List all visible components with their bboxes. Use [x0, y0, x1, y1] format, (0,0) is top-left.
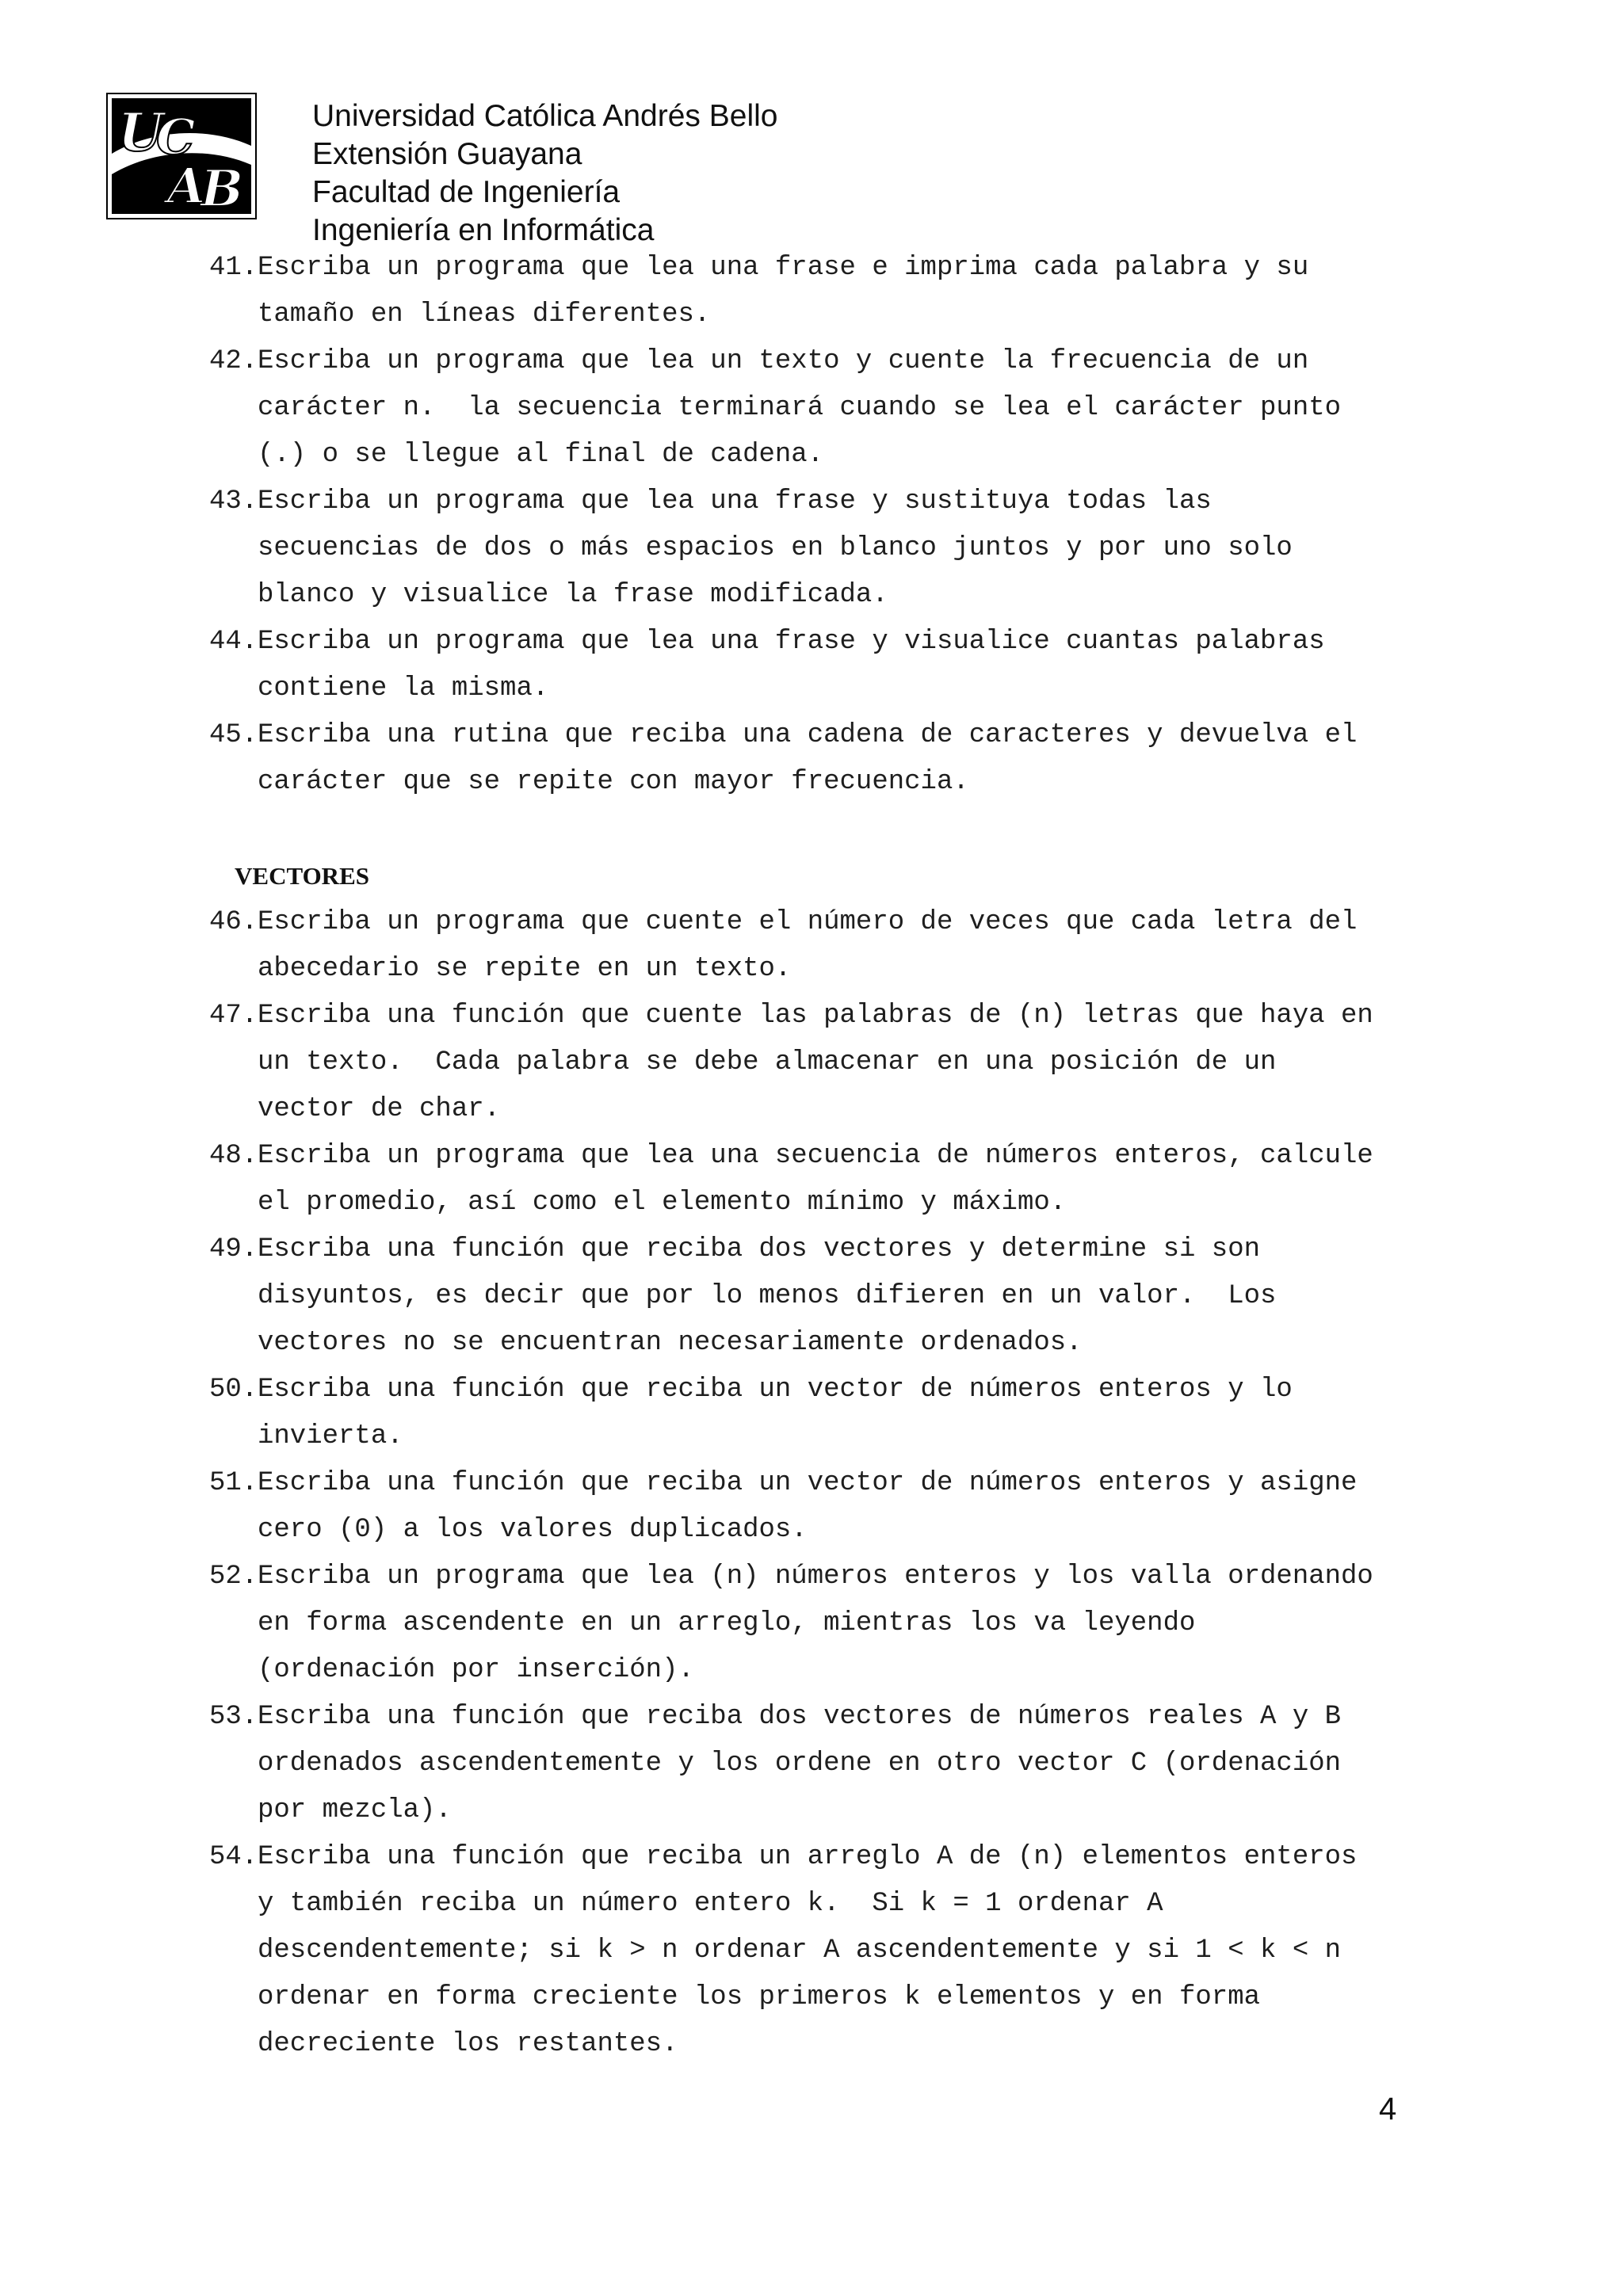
exercise-line: Escriba una función que reciba dos vectores y determine si son	[258, 1234, 1261, 1264]
section-heading-vectores: VECTORES	[235, 862, 369, 890]
exercise-number: 42.	[209, 346, 258, 376]
exercise-line: Escriba una función que cuente las palabras de (n) letras que haya en	[258, 1001, 1373, 1031]
svg-text:U: U	[118, 101, 164, 163]
exercise-item	[209, 712, 1414, 806]
exercise-text	[258, 1133, 1414, 1226]
exercise-line: Escriba un programa que lea una secuencia de números enteros, calcule	[258, 1141, 1373, 1171]
exercise-text	[258, 479, 1414, 619]
exercise-list	[209, 245, 1414, 2068]
exercise-item	[209, 479, 1414, 619]
exercise-line: decreciente los restantes.	[258, 2029, 678, 2059]
exercise-number: 43.	[209, 486, 258, 517]
exercise-text	[258, 619, 1414, 712]
exercise-number: 47.	[209, 1001, 258, 1031]
exercise-line: abecedario se repite en un texto.	[258, 954, 792, 984]
exercise-item	[209, 1554, 1414, 1694]
exercise-line: el promedio, así como el elemento mínimo y máximo.	[258, 1188, 1067, 1218]
exercise-number: 48.	[209, 1141, 258, 1171]
exercise-item	[209, 1834, 1414, 2068]
exercise-item	[209, 1133, 1414, 1226]
exercise-text	[258, 245, 1414, 338]
exercise-line: Escriba un programa que cuente el número de veces que cada letra del	[258, 907, 1358, 937]
exercise-text	[258, 899, 1414, 993]
ucab-logo-mark	[112, 98, 251, 214]
exercise-line: (.) o se llegue al final de cadena.	[258, 440, 824, 470]
exercise-line: Escriba un programa que lea una frase y sustituya todas las	[258, 486, 1212, 517]
exercise-line: carácter n. la secuencia terminará cuando se lea el carácter punto	[258, 393, 1342, 423]
exercise-item	[209, 899, 1414, 993]
exercise-item	[209, 1694, 1414, 1834]
exercise-item	[209, 1367, 1414, 1460]
exercise-item	[209, 338, 1414, 479]
exercise-text	[258, 1226, 1414, 1367]
exercise-line: Escriba un programa que lea un texto y cuente la frecuencia de un	[258, 346, 1309, 376]
exercise-line: Escriba una función que reciba un arreglo A de (n) elementos enteros	[258, 1842, 1358, 1872]
exercise-item	[209, 619, 1414, 712]
exercise-line: Escriba una función que reciba un vector de números enteros y lo	[258, 1375, 1293, 1405]
exercise-line: cero (0) a los valores duplicados.	[258, 1515, 808, 1545]
exercise-line: tamaño en líneas diferentes.	[258, 299, 711, 330]
exercise-number: 52.	[209, 1562, 258, 1592]
exercise-number: 51.	[209, 1468, 258, 1498]
exercise-text	[258, 1367, 1414, 1460]
exercise-number: 50.	[209, 1375, 258, 1405]
exercise-line: carácter que se repite con mayor frecuencia.	[258, 767, 969, 797]
exercise-group-strings	[209, 245, 1414, 806]
exercise-number: 49.	[209, 1234, 258, 1264]
exercise-line: blanco y visualice la frase modificada.	[258, 580, 888, 610]
exercise-line: Escriba una función que reciba un vector de números enteros y asigne	[258, 1468, 1358, 1498]
exercise-item	[209, 993, 1414, 1133]
exercise-text	[258, 1834, 1414, 2068]
exercise-line: (ordenación por inserción).	[258, 1655, 694, 1685]
exercise-text	[258, 1554, 1414, 1694]
svg-text:B: B	[200, 159, 244, 214]
svg-text:C: C	[156, 108, 196, 166]
page-header	[106, 93, 819, 251]
page-number: 4	[1379, 2092, 1397, 2126]
exercise-item	[209, 1460, 1414, 1554]
university-logo	[106, 93, 257, 219]
exercise-line: Escriba una función que reciba dos vectores de números reales A y B	[258, 1702, 1342, 1732]
exercise-line: en forma ascendente en un arreglo, mientras los va leyendo	[258, 1608, 1196, 1638]
exercise-item	[209, 1226, 1414, 1367]
exercise-line: vector de char.	[258, 1094, 501, 1124]
exercise-text	[258, 993, 1414, 1133]
exercise-item	[209, 245, 1414, 338]
exercise-line: Escriba un programa que lea (n) números enteros y los valla ordenando	[258, 1562, 1373, 1592]
exercise-line: vectores no se encuentran necesariamente ordenados.	[258, 1328, 1083, 1358]
exercise-line: secuencias de dos o más espacios en blanco juntos y por uno solo	[258, 533, 1293, 563]
exercise-line: descendentemente; si k > n ordenar A ascendentemente y si 1 < k < n	[258, 1936, 1342, 1966]
exercise-number: 53.	[209, 1702, 258, 1732]
svg-text:A: A	[167, 157, 206, 214]
extension-name: Extensión Guayana	[312, 137, 582, 171]
exercise-line: por mezcla).	[258, 1795, 452, 1825]
faculty-name: Facultad de Ingeniería	[312, 175, 621, 209]
exercise-line: un texto. Cada palabra se debe almacenar en una posición de un	[258, 1047, 1277, 1077]
exercise-number: 54.	[209, 1842, 258, 1872]
program-name: Ingeniería en Informática	[312, 213, 655, 247]
exercise-line: Escriba un programa que lea una frase y visualice cuantas palabras	[258, 627, 1325, 657]
exercise-text	[258, 1460, 1414, 1554]
exercise-text	[258, 338, 1414, 479]
institution-lines	[312, 97, 777, 250]
exercise-text	[258, 712, 1414, 806]
exercise-line: disyuntos, es decir que por lo menos difieren en un valor. Los	[258, 1281, 1277, 1311]
exercise-line: Escriba un programa que lea una frase e imprima cada palabra y su	[258, 253, 1309, 283]
exercise-line: y también reciba un número entero k. Si k = 1 ordenar A	[258, 1889, 1163, 1919]
exercise-number: 45.	[209, 720, 258, 750]
exercise-line: contiene la misma.	[258, 673, 549, 704]
exercise-text	[258, 1694, 1414, 1834]
university-name: Universidad Católica Andrés Bello	[312, 99, 778, 133]
exercise-number: 44.	[209, 627, 258, 657]
exercise-number: 41.	[209, 253, 258, 283]
exercise-line: ordenados ascendentemente y los ordene en otro vector C (ordenación	[258, 1749, 1342, 1779]
exercise-line: ordenar en forma creciente los primeros k elementos y en forma	[258, 1982, 1261, 2012]
exercise-line: invierta.	[258, 1421, 403, 1451]
exercise-number: 46.	[209, 907, 258, 937]
exercise-line: Escriba una rutina que reciba una cadena de caracteres y devuelva el	[258, 720, 1358, 750]
exercise-group-vectores	[209, 899, 1414, 2068]
